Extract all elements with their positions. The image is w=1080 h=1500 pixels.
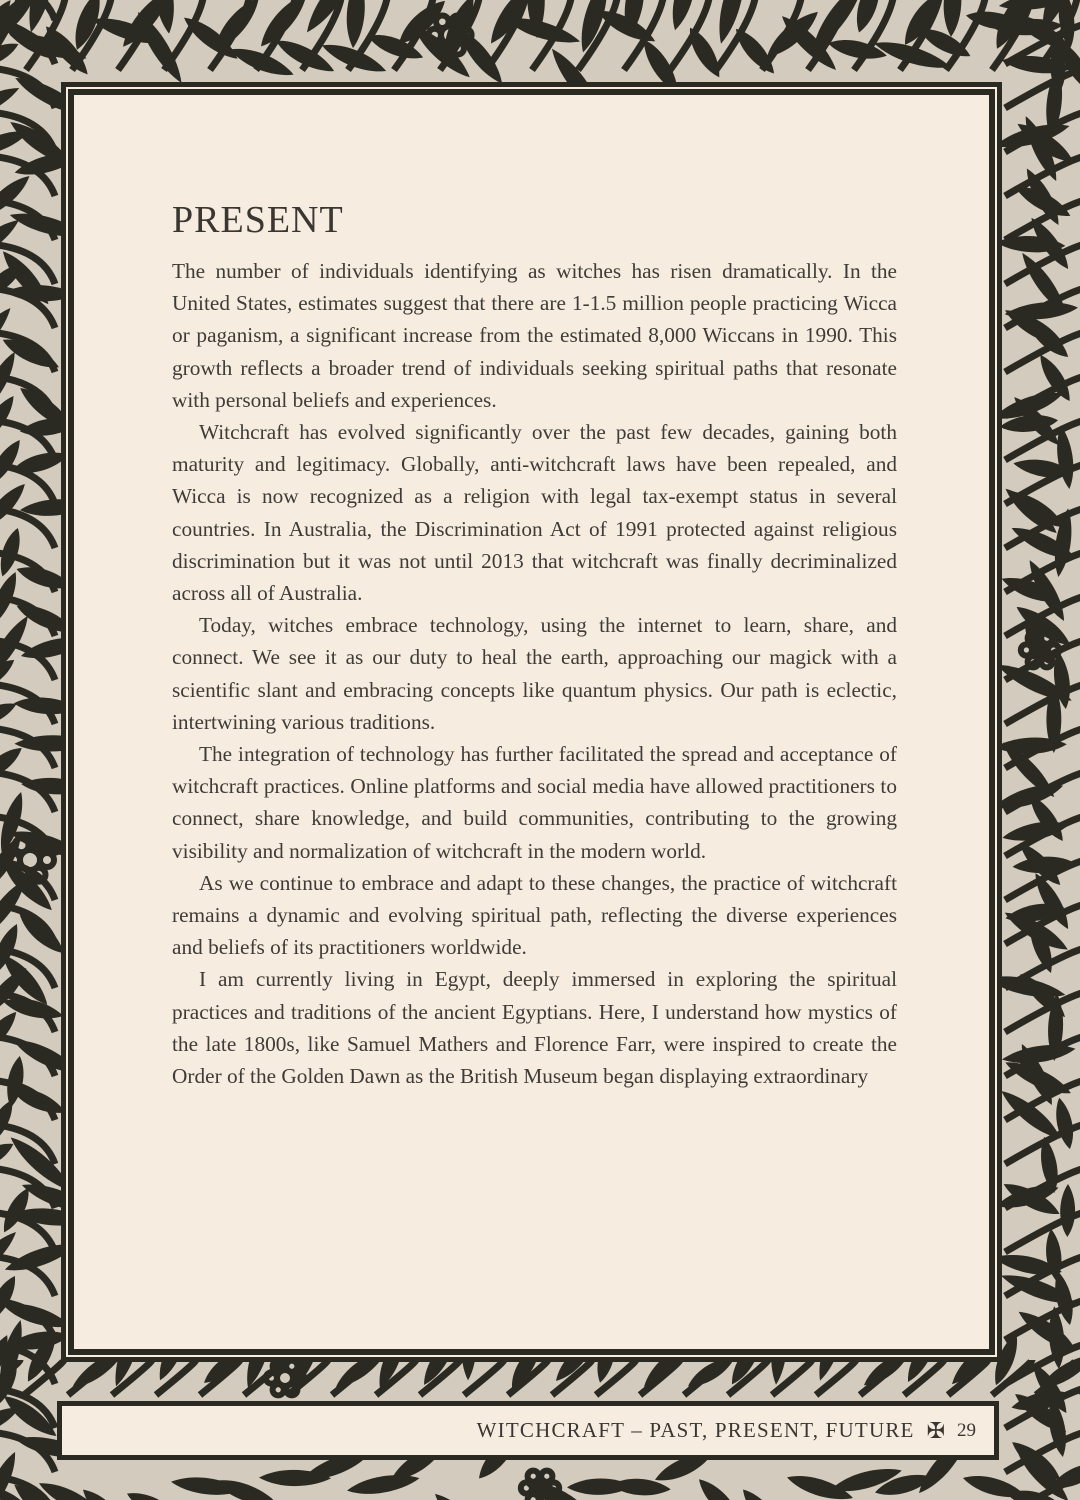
paragraph: The number of individuals identifying as witches has risen dramatically. In the United States, estimates suggest that there are 1-1.5 million people practicing Wicca or paganism, a significant increase from the estimated 8,000 Wiccans in 1990. This growth reflects a broader trend of individuals seeking spiritual paths that resonate with personal beliefs and experiences. (172, 259, 897, 412)
leaf-ornament (693, 1474, 747, 1500)
page-number: 29 (957, 1419, 976, 1441)
leaf-ornament (124, 1486, 184, 1500)
content-panel (74, 95, 989, 1349)
leaf-ornament (0, 479, 30, 534)
stem-ornament (1005, 68, 1080, 108)
flower-petal-ornament (428, 29, 441, 42)
flower-petal-ornament (286, 1361, 297, 1372)
paragraph: As we continue to embrace and adapt to these changes, the practice of witchcraft remains a dynamic and evolving spiritual path, reflecting the diverse experiences and beliefs of its practitioners worldwide. (172, 870, 897, 960)
page-title: PRESENT (172, 199, 344, 241)
leaf-ornament (1060, 1184, 1076, 1237)
flower-petal-ornament (15, 838, 29, 852)
leaf-ornament (208, 0, 265, 56)
paragraph: I am currently living in Egypt, deeply immersed in exploring the spiritual practices and traditions of the ancient Egyptians. Here, I understand how mystics of the late 1800s, like Samuel Mathers and Florence Farr, were inspired to create the Order of the Golden Dawn as the British Museum began displaying extraordinary (172, 967, 897, 1089)
footer-band (57, 1401, 999, 1460)
running-head: WITCHCRAFT – PAST, PRESENT, FUTURE (476, 1418, 915, 1442)
paragraph: Today, witches embrace technology, using the internet to learn, share, and connect. We see it as our duty to heal the earth, approaching our magick with a scientific slant and embracing concepts like quantum physics. Our path is eclectic, intertwining various traditions. (172, 613, 897, 734)
flower-petal-ornament (40, 853, 54, 867)
footer-inner (60, 1404, 996, 1457)
paragraph: Witchcraft has evolved significantly over the past few decades, gaining both maturity and legitimacy. Globally, anti-witchcraft laws have been repealed, and Wicca is now recognized as a religion with legal tax-exempt status in several countries. In Australia, the Discrimination Act of 1991 protected against religious discrimination but it was not until 2013 that witchcraft was finally decriminalized across all of Australia. (172, 420, 897, 606)
flower-petal-ornament (528, 1471, 539, 1482)
content-frame (61, 82, 1002, 1362)
body-text (172, 255, 897, 1092)
leaf-ornament (1052, 1096, 1077, 1150)
flower-petal-ornament (541, 1471, 552, 1482)
leaf-ornament (77, 1484, 132, 1500)
leaf-ornament (0, 1007, 22, 1059)
leaf-ornament (942, 0, 963, 37)
content-frame-inner-rule (66, 87, 997, 1357)
flower-petal-ornament (436, 15, 449, 28)
leaf-ornament (737, 1484, 789, 1500)
cross-fleury-icon: ✠ (926, 1417, 945, 1443)
leaf-ornament (429, 1488, 491, 1500)
paragraph: The integration of technology has further facilitated the spread and acceptance of witchcraft practices. Online platforms and social media have allowed practitioners to connect, share knowledge, and build communities, contributing to the growing visibility and normalization of witchcraft in the modern world. (172, 742, 897, 863)
flower-petal-ornament (1041, 633, 1052, 644)
